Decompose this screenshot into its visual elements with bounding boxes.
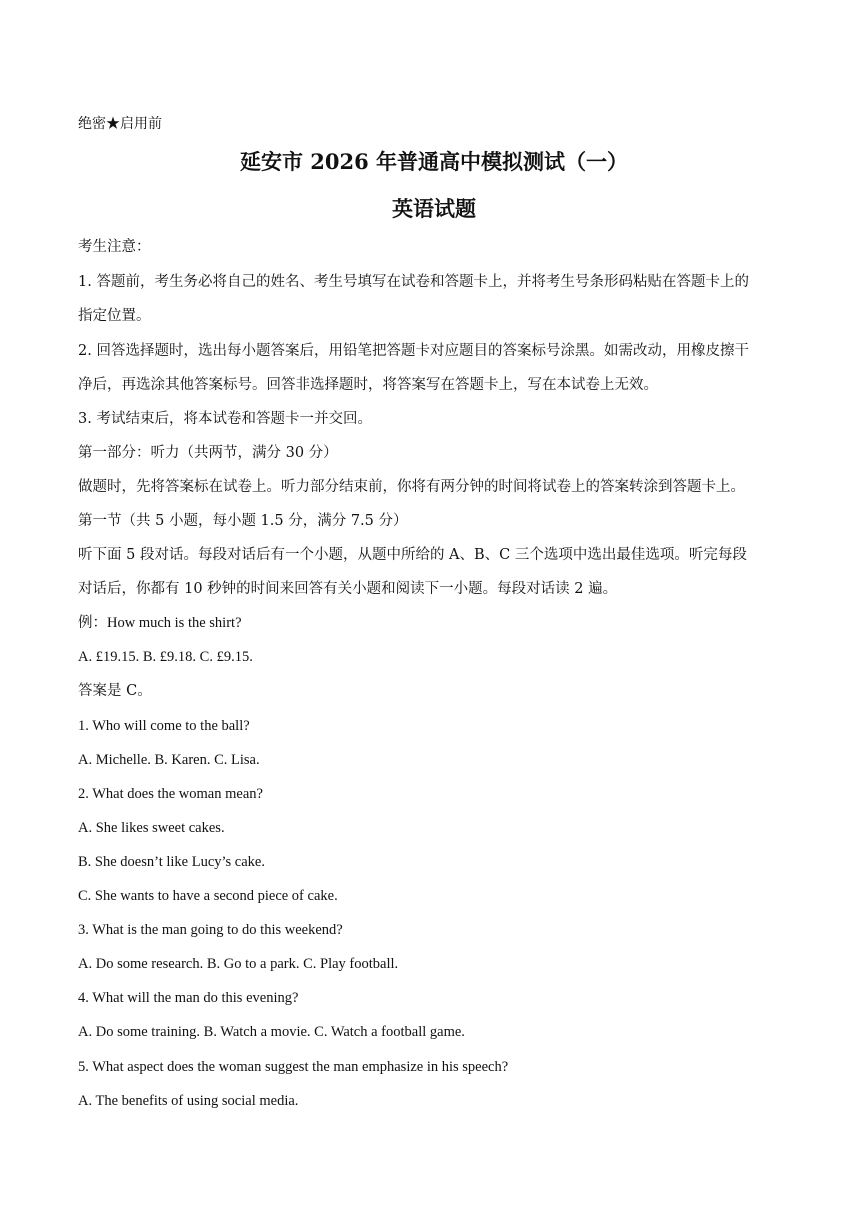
example-question: 例：How much is the shirt?	[78, 615, 242, 631]
section1-instruction-line-1: 听下面 5 段对话。每段对话后有一个小题，从题中所给的 A、B、C 三个选项中选出最佳选项。听完每段	[78, 547, 747, 563]
question-5-option-a: A. The benefits of using social media.	[78, 1093, 299, 1109]
secret-mark: 绝密★启用前	[78, 116, 162, 132]
part1-instruction: 做题时，先将答案标在试卷上。听力部分结束前，你将有两分钟的时间将试卷上的答案转涂到答题卡上。	[78, 479, 745, 495]
question-2-option-a: A. She likes sweet cakes.	[78, 820, 225, 836]
notice-item-3: 3. 考试结束后，将本试卷和答题卡一并交回。	[78, 411, 372, 427]
example-options: A. £19.15. B. £9.18. C. £9.15.	[78, 649, 253, 665]
notice-heading: 考生注意：	[78, 239, 151, 255]
question-2: 2. What does the woman mean?	[78, 786, 263, 802]
notice-item-1-line-1: 1. 答题前，考生务必将自己的姓名、考生号填写在试卷和答题卡上，并将考生号条形码粘贴在答题卡上的	[78, 274, 749, 290]
part1-heading: 第一部分：听力（共两节，满分 30 分）	[78, 445, 338, 461]
question-4: 4. What will the man do this evening?	[78, 990, 299, 1006]
question-4-options: A. Do some training. B. Watch a movie. C. Watch a football game.	[78, 1024, 465, 1040]
question-3-options: A. Do some research. B. Go to a park. C. Play football.	[78, 956, 399, 972]
question-3: 3. What is the man going to do this weekend?	[78, 922, 343, 938]
exam-title: 延安市 2026 年普通高中模拟测试（一）	[239, 149, 629, 174]
notice-item-1-line-2: 指定位置。	[78, 308, 151, 324]
section1-heading: 第一节（共 5 小题，每小题 1.5 分，满分 7.5 分）	[78, 513, 408, 529]
exam-subtitle: 英语试题	[392, 196, 476, 221]
section1-instruction-line-2: 对话后，你都有 10 秒钟的时间来回答有关小题和阅读下一小题。每段对话读 2 遍。	[78, 581, 618, 597]
question-5: 5. What aspect does the woman suggest the man emphasize in his speech?	[78, 1059, 509, 1075]
question-1-options: A. Michelle. B. Karen. C. Lisa.	[78, 752, 260, 768]
question-1: 1. Who will come to the ball?	[78, 718, 250, 734]
example-answer: 答案是 C。	[78, 683, 152, 699]
question-2-option-c: C. She wants to have a second piece of cake.	[78, 888, 338, 904]
notice-item-2-line-1: 2. 回答选择题时，选出每小题答案后，用铅笔把答题卡对应题目的答案标号涂黑。如需改动，用橡皮擦干	[78, 343, 749, 359]
question-2-option-b: B. She doesn’t like Lucy’s cake.	[78, 854, 265, 870]
notice-item-2-line-2: 净后，再选涂其他答案标号。回答非选择题时，将答案写在答题卡上，写在本试卷上无效。	[78, 377, 658, 393]
